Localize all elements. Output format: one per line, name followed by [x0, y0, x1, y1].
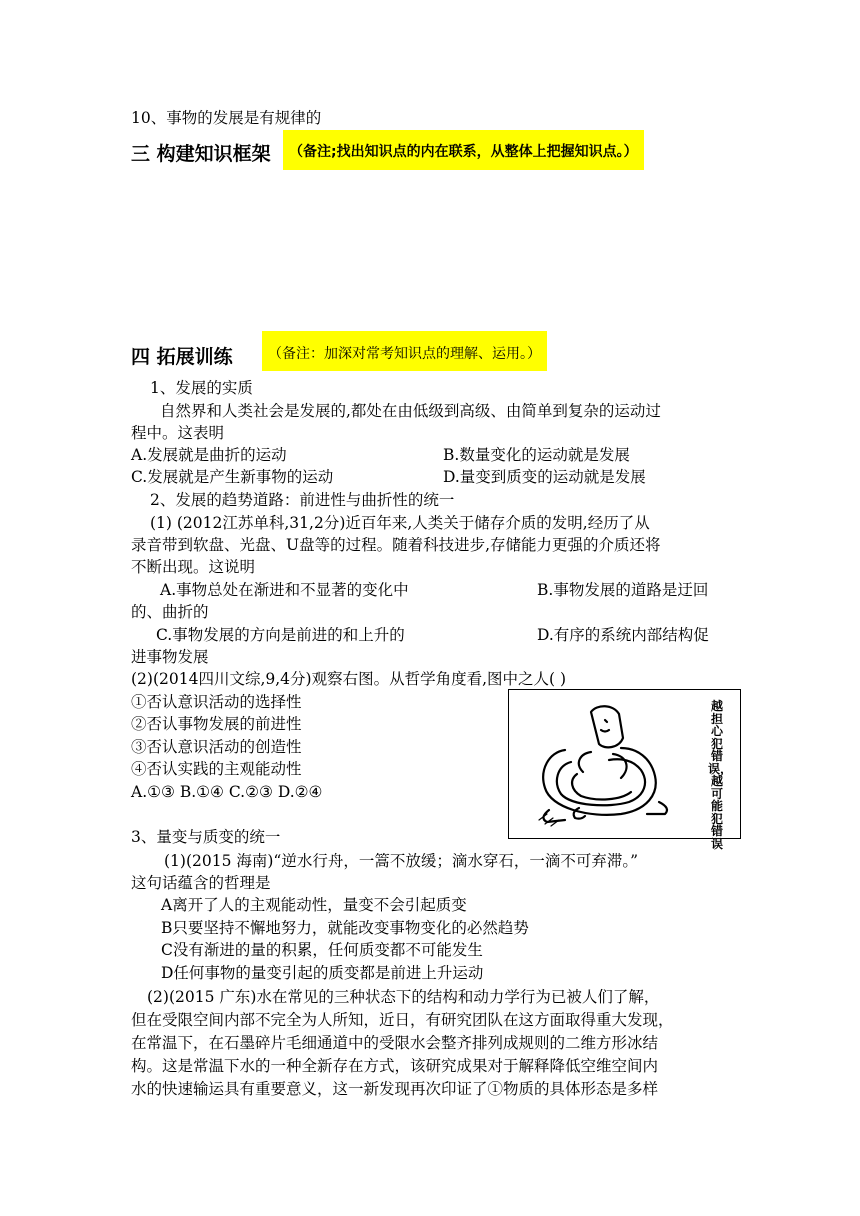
section-4-note: （备注：加深对常考知识点的理解、运用。）	[262, 331, 547, 371]
section-4-heading: 四 拓展训练	[131, 346, 233, 368]
q2-p1-option-b-cont: 的、曲折的	[131, 603, 209, 621]
q3-p1-line-2: 这句话蕴含的哲理是	[131, 874, 271, 892]
q3-p2-line-5: 水的快速输运具有重要意义，这一新发现再次印证了①物质的具体形态是多样	[131, 1080, 659, 1098]
section-3-heading: 三 构建知识框架	[131, 143, 271, 165]
q2-p1-line-2: 录音带到软盘、光盘、U盘等的过程。随着科技进步,存储能力更强的介质还将	[131, 536, 661, 554]
q2-p2-stem: (2)(2014四川文综,9,4分)观察右图。从哲学角度看,图中之人( )	[131, 670, 567, 688]
q1-title: 1、发展的实质	[150, 379, 253, 397]
q2-p1-option-d-cont: 进事物发展	[131, 648, 209, 666]
q2-p1-line-3: 不断出现。这说明	[131, 558, 256, 576]
q3-p2-line-4: 构。这是常温下水的一种全新存在方式，该研究成果对于解释降低空维空间内	[131, 1057, 659, 1075]
q1-option-d: D.量变到质变的运动就是发展	[443, 468, 646, 486]
item-10: 10、事物的发展是有规律的	[131, 109, 322, 127]
q3-p1-option-a: A离开了人的主观能动性，量变不会引起质变	[161, 896, 467, 914]
q3-title: 3、量变与质变的统一	[131, 828, 281, 846]
q2-p1-option-b: B.事物发展的道路是迂回	[537, 581, 709, 599]
q3-p1-line-1: (1)(2015 海南)“逆水行舟，一篙不放缓；滴水穿石，一滴不可弃滞。”	[164, 852, 639, 870]
q3-p1-option-b: B只要坚持不懈地努力，就能改变事物变化的必然趋势	[161, 919, 529, 937]
q3-p2-line-1: (2)(2015 广东)水在常见的三种状态下的结构和动力学行为已被人们了解，	[147, 988, 660, 1006]
q1-option-a: A.发展就是曲折的运动	[131, 446, 287, 464]
q2-p2-item-2: ②否认事物发展的前进性	[131, 715, 302, 733]
q1-stem-1: 自然界和人类社会是发展的,都处在由低级到高级、由简单到复杂的运动过	[160, 402, 661, 420]
q2-p2-choices: A.①③ B.①④ C.②③ D.②④	[131, 783, 323, 801]
q3-p2-line-3: 在常温下，在石墨碎片毛细通道中的受限水会整齐排列成规则的二维方形冰结	[131, 1034, 659, 1052]
q1-option-b: B.数量变化的运动就是发展	[443, 446, 630, 464]
cartoon-figure	[508, 689, 741, 851]
q3-p2-line-2: 但在受限空间内部不完全为人所知，近日，有研究团队在这方面取得重大发现，	[131, 1011, 674, 1029]
q2-p1-option-c: C.事物发展的方向是前进的和上升的	[156, 626, 405, 644]
q1-stem-2: 程中。这表明	[131, 424, 225, 442]
section-3-note: （备注;找出知识点的内在联系，从整体上把握知识点。）	[283, 130, 644, 170]
q2-p2-item-3: ③否认意识活动的创造性	[131, 738, 302, 756]
q2-p2-item-4: ④否认实践的主观能动性	[131, 760, 302, 778]
q2-p1-line-1: (1) (2012江苏单科,31,2分)近百年来,人类关于储存介质的发明,经历了从	[150, 514, 650, 532]
q3-p1-option-d: D任何事物的量变引起的质变都是前进上升运动	[161, 964, 484, 982]
q2-p2-item-1: ①否认意识活动的选择性	[131, 693, 302, 711]
q2-p1-option-a: A.事物总处在渐进和不显著的变化中	[160, 581, 409, 599]
figure-caption: 越担心犯错误，越可能犯错误	[708, 699, 733, 851]
q1-option-c: C.发展就是产生新事物的运动	[131, 468, 334, 486]
q2-title: 2、发展的趋势道路：前进性与曲折性的统一	[150, 491, 455, 509]
q3-p1-option-c: C没有渐进的量的积累，任何质变都不可能发生	[161, 941, 483, 959]
cartoon-illustration	[509, 690, 709, 838]
q2-p1-option-d: D.有序的系统内部结构促	[537, 626, 709, 644]
